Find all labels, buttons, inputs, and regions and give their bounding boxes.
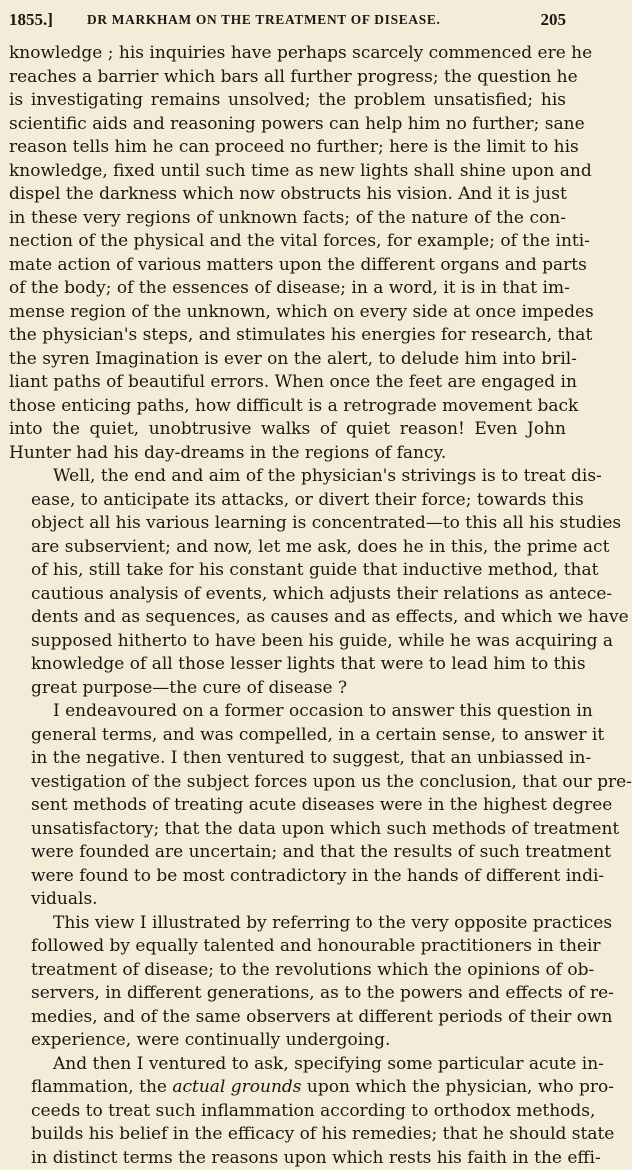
text-line: dents and as sequences, as causes and as effects, and which we have: [9, 606, 566, 630]
text-line: in distinct terms the reasons upon which rests his faith in the effi-: [9, 1147, 566, 1170]
text-line: scientific aids and reasoning powers can help him no further; sane: [9, 113, 566, 137]
text-line: ceeds to treat such inflammation according to orthodox methods,: [9, 1100, 566, 1124]
text-line: liant paths of beautiful errors. When once the feet are engaged in: [9, 371, 566, 395]
header-year: 1855.]: [9, 10, 53, 30]
running-header: [9, 6, 566, 34]
running-title: DR MARKHAM ON THE TREATMENT OF DISEASE.: [87, 12, 441, 28]
text-line: supposed hitherto to have been his guide, while he was acquiring a: [9, 630, 566, 654]
paragraph: [9, 42, 566, 465]
text-line: ease, to anticipate its attacks, or divert their force; towards this: [9, 489, 566, 513]
text-line: is investigating remains unsolved; the problem unsatisfied; his: [9, 89, 566, 113]
text-line: This view I illustrated by referring to the very opposite practices: [9, 912, 566, 936]
text-line: experience, were continually undergoing.: [9, 1029, 566, 1053]
text-line: And then I ventured to ask, specifying some particular acute in-: [9, 1053, 566, 1077]
text-line: flammation, the actual grounds upon which the physician, who pro-: [9, 1076, 566, 1100]
paragraph: [9, 1053, 566, 1170]
text-line: mate action of various matters upon the different organs and parts: [9, 254, 566, 278]
text-line: treatment of disease; to the revolutions which the opinions of ob-: [9, 959, 566, 983]
text-line: servers, in different generations, as to the powers and effects of re-: [9, 982, 566, 1006]
text-line: dispel the darkness which now obstructs his vision. And it is just: [9, 183, 566, 207]
text-line: those enticing paths, how difficult is a retrograde movement back: [9, 395, 566, 419]
text-line: Well, the end and aim of the physician's strivings is to treat dis-: [9, 465, 566, 489]
text-line: reaches a barrier which bars all further progress; the question he: [9, 66, 566, 90]
text-line: medies, and of the same observers at different periods of their own: [9, 1006, 566, 1030]
paragraph: [9, 700, 566, 912]
text-line: knowledge ; his inquiries have perhaps scarcely commenced ere he: [9, 42, 566, 66]
text-line: object all his various learning is concentrated—to this all his studies: [9, 512, 566, 536]
body-text: [9, 42, 566, 1170]
text-line: general terms, and was compelled, in a certain sense, to answer it: [9, 724, 566, 748]
text-line: nection of the physical and the vital forces, for example; of the inti-: [9, 230, 566, 254]
text-line: knowledge of all those lesser lights that were to lead him to this: [9, 653, 566, 677]
paragraph: [9, 465, 566, 700]
text-line: followed by equally talented and honourable practitioners in their: [9, 935, 566, 959]
text-line: mense region of the unknown, which on every side at once impedes: [9, 301, 566, 325]
text-line: the physician's steps, and stimulates his energies for research, that: [9, 324, 566, 348]
text-line: reason tells him he can proceed no further; here is the limit to his: [9, 136, 566, 160]
text-line: of the body; of the essences of disease; in a word, it is in that im-: [9, 277, 566, 301]
text-line: of his, still take for his constant guide that inductive method, that: [9, 559, 566, 583]
text-line: builds his belief in the efficacy of his remedies; that he should state: [9, 1123, 566, 1147]
book-page: [9, 6, 566, 1170]
text-line: vestigation of the subject forces upon us the conclusion, that our pre-: [9, 771, 566, 795]
text-line: in these very regions of unknown facts; of the nature of the con-: [9, 207, 566, 231]
text-line: I endeavoured on a former occasion to answer this question in: [9, 700, 566, 724]
paragraph: [9, 912, 566, 1053]
text-line: unsatisfactory; that the data upon which such methods of treatment: [9, 818, 566, 842]
text-line: in the negative. I then ventured to suggest, that an unbiassed in-: [9, 747, 566, 771]
text-line: sent methods of treating acute diseases were in the highest degree: [9, 794, 566, 818]
page-number: 205: [541, 10, 567, 30]
text-line: great purpose—the cure of disease ?: [9, 677, 566, 701]
text-line: into the quiet, unobtrusive walks of quiet reason! Even John: [9, 418, 566, 442]
text-line: cautious analysis of events, which adjusts their relations as antece-: [9, 583, 566, 607]
text-line: knowledge, fixed until such time as new lights shall shine upon and: [9, 160, 566, 184]
text-line: the syren Imagination is ever on the alert, to delude him into bril-: [9, 348, 566, 372]
text-line: were founded are uncertain; and that the results of such treatment: [9, 841, 566, 865]
text-line: viduals.: [9, 888, 566, 912]
text-line: Hunter had his day-dreams in the regions of fancy.: [9, 442, 566, 466]
text-line: are subservient; and now, let me ask, does he in this, the prime act: [9, 536, 566, 560]
text-line: were found to be most contradictory in the hands of different indi-: [9, 865, 566, 889]
